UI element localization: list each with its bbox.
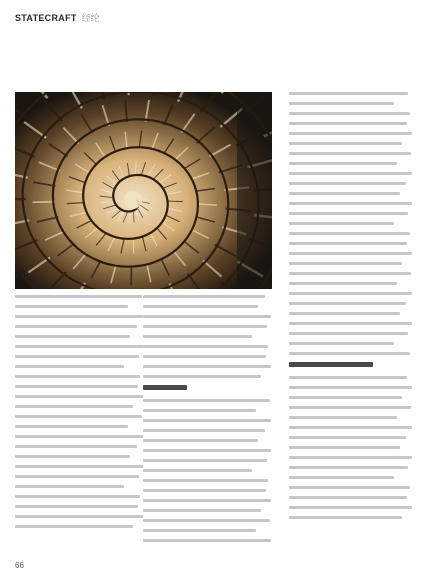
magazine-brand: STATECRAFT <box>15 13 77 23</box>
text-line <box>289 182 406 185</box>
text-line <box>289 162 397 165</box>
text-line <box>143 315 271 318</box>
text-line <box>289 112 410 115</box>
masthead <box>15 11 100 24</box>
body-column-2 <box>143 295 271 557</box>
text-line <box>15 465 143 468</box>
text-line <box>15 445 137 448</box>
text-line <box>289 342 394 345</box>
text-line <box>143 539 271 542</box>
text-line <box>289 192 400 195</box>
stairwell-core <box>124 191 142 209</box>
text-line <box>15 435 143 438</box>
text-line <box>143 375 261 378</box>
text-line <box>143 295 265 298</box>
body-column-1 <box>15 295 143 557</box>
text-line <box>143 305 258 308</box>
text-line <box>143 419 271 422</box>
text-line <box>289 202 412 205</box>
text-line <box>289 332 408 335</box>
text-line <box>15 325 137 328</box>
text-line <box>289 352 410 355</box>
text-line <box>289 282 397 285</box>
text-line <box>289 516 402 519</box>
text-line <box>143 355 266 358</box>
text-line <box>289 312 400 315</box>
spiral-staircase-illustration <box>15 92 272 289</box>
text-line <box>143 345 268 348</box>
text-line <box>289 386 412 389</box>
text-line <box>289 436 406 439</box>
text-line <box>15 395 143 398</box>
text-line <box>15 425 128 428</box>
text-line <box>289 506 412 509</box>
text-line <box>289 376 407 379</box>
text-line <box>15 355 139 358</box>
text-line <box>289 232 410 235</box>
text-line <box>289 446 400 449</box>
text-line <box>289 222 394 225</box>
text-line <box>143 335 252 338</box>
text-line <box>143 479 268 482</box>
text-line <box>289 172 412 175</box>
text-line <box>15 365 124 368</box>
text-line <box>143 439 258 442</box>
text-line <box>289 466 408 469</box>
text-line <box>143 399 270 402</box>
stair-step <box>134 212 135 222</box>
section-heading <box>289 362 373 367</box>
text-line <box>15 375 140 378</box>
text-line <box>15 455 130 458</box>
text-line <box>15 335 130 338</box>
text-line <box>289 92 408 95</box>
text-line <box>143 509 261 512</box>
text-line <box>15 475 139 478</box>
text-line <box>143 459 267 462</box>
text-line <box>289 476 394 479</box>
text-line <box>289 456 412 459</box>
text-line <box>289 132 412 135</box>
text-line <box>289 406 411 409</box>
text-line <box>143 489 266 492</box>
text-line <box>289 272 411 275</box>
spiral-staircase-photo <box>15 92 272 289</box>
text-line <box>15 485 124 488</box>
text-line <box>143 519 270 522</box>
text-line <box>289 396 402 399</box>
text-line <box>15 405 133 408</box>
text-line <box>15 345 143 348</box>
text-line <box>289 142 402 145</box>
stair-step <box>33 202 55 203</box>
text-line <box>15 505 138 508</box>
text-line <box>143 449 271 452</box>
text-line <box>289 292 412 295</box>
text-line <box>289 212 408 215</box>
text-line <box>289 262 402 265</box>
text-line <box>15 515 143 518</box>
text-line <box>15 415 142 418</box>
text-line <box>289 426 412 429</box>
text-line <box>143 529 256 532</box>
text-line <box>289 122 407 125</box>
body-column-3 <box>289 92 412 558</box>
text-line <box>143 325 267 328</box>
text-line <box>143 499 271 502</box>
text-line <box>143 409 256 412</box>
text-line <box>289 102 394 105</box>
text-line <box>289 302 406 305</box>
text-line <box>143 429 265 432</box>
text-line <box>289 486 410 489</box>
text-line <box>15 385 138 388</box>
text-line <box>15 295 142 298</box>
text-line <box>15 495 140 498</box>
text-line <box>15 525 133 528</box>
text-line <box>289 252 412 255</box>
text-line <box>289 496 407 499</box>
text-line <box>143 469 252 472</box>
text-line <box>289 322 412 325</box>
section-name: 经纶 <box>81 14 100 24</box>
text-line <box>143 365 271 368</box>
text-line <box>289 152 411 155</box>
section-heading <box>143 385 187 390</box>
text-line <box>15 305 128 308</box>
photo-vignette <box>237 92 272 289</box>
page-number: 66 <box>15 561 24 570</box>
text-line <box>15 315 143 318</box>
text-line <box>289 242 407 245</box>
text-line <box>289 416 397 419</box>
